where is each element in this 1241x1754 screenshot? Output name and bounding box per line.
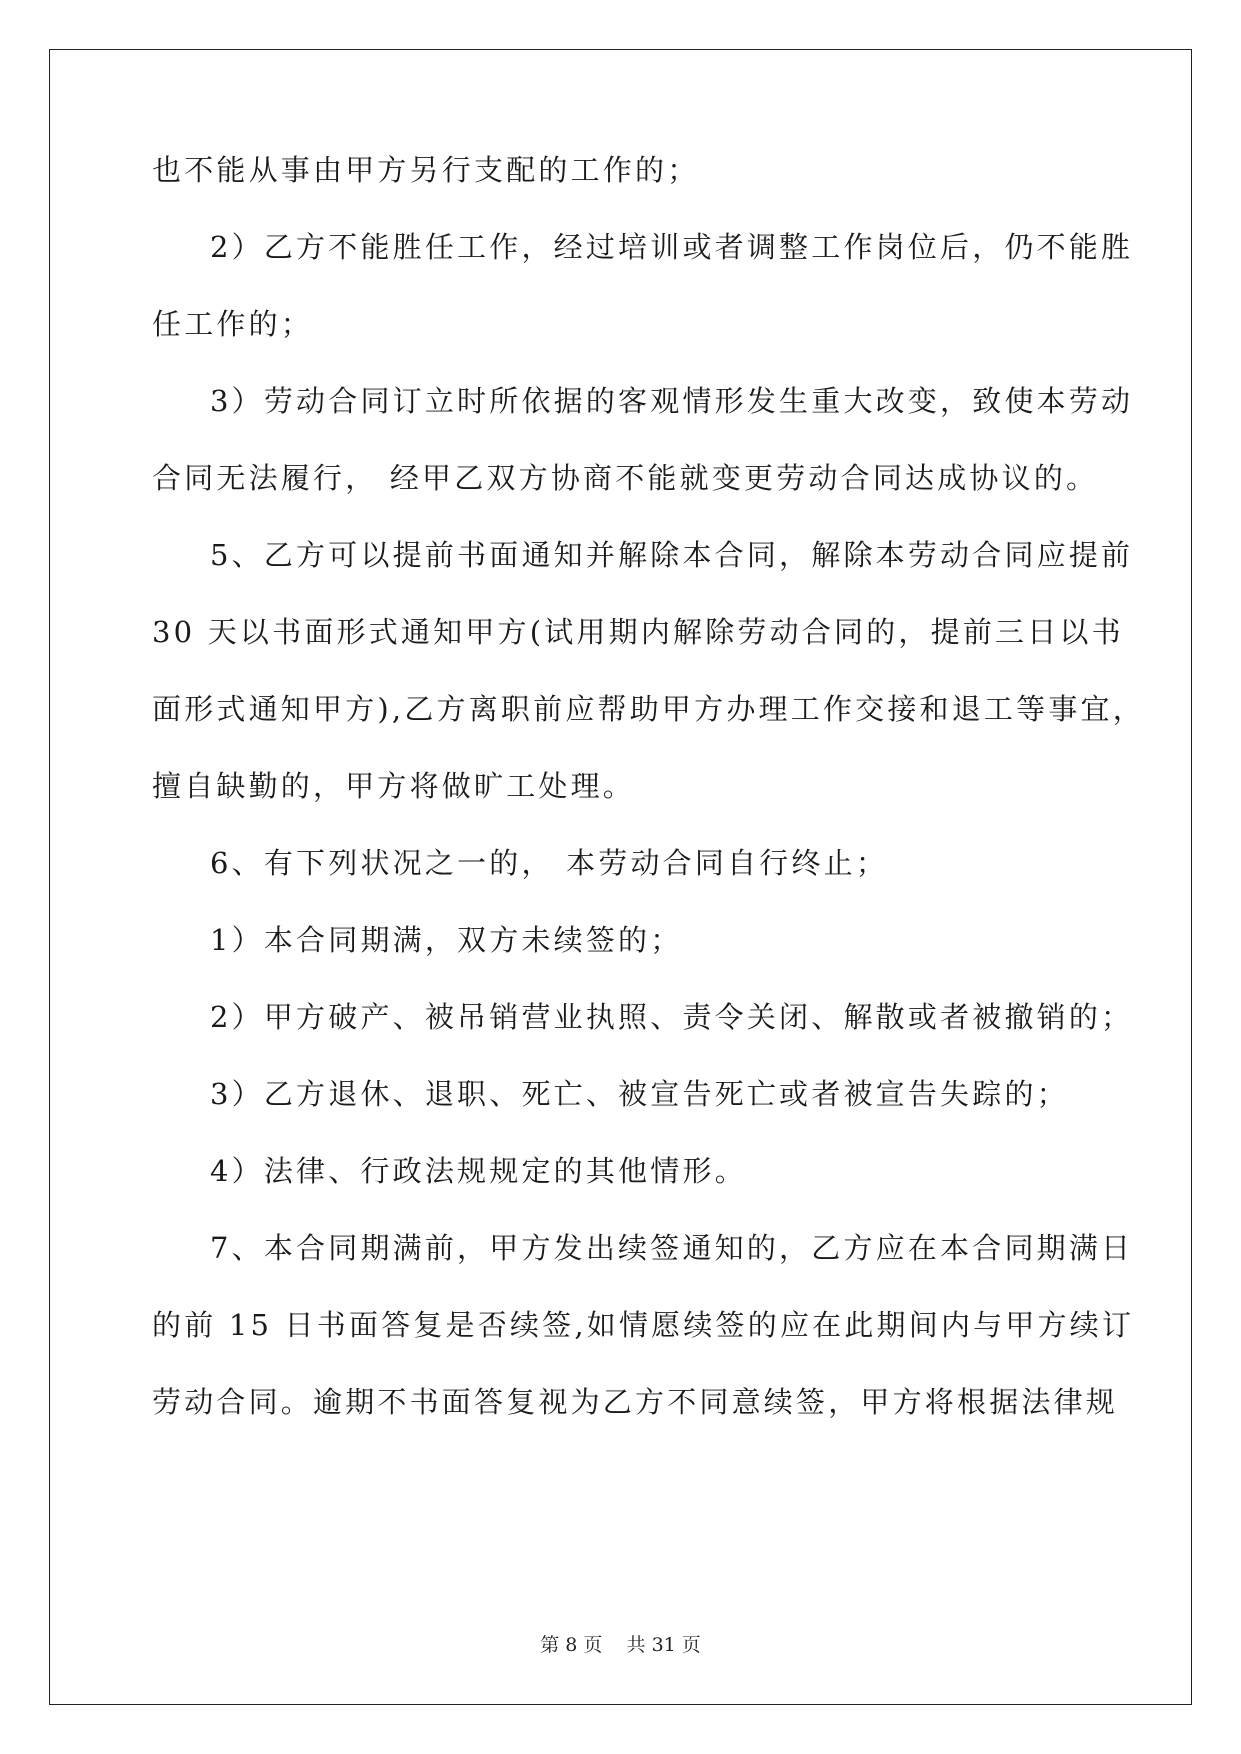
- text-line-11: 1）本合同期满，双方未续签的；: [210, 923, 683, 957]
- text-line-10: 6、有下列状况之一的， 本劳动合同自行终止；: [210, 846, 889, 880]
- text-line-3: 任工作的；: [152, 307, 314, 341]
- page-number-footer: 第 8 页 共 31 页: [540, 1634, 701, 1656]
- text-line-1: 也不能从事由甲方另行支配的工作的；: [152, 153, 700, 187]
- text-line-9: 擅自缺勤的，甲方将做旷工处理。: [152, 769, 636, 803]
- text-line-14: 4）法律、行政法规规定的其他情形。: [210, 1154, 747, 1188]
- text-line-15: 7、本合同期满前，甲方发出续签通知的，乙方应在本合同期满日: [210, 1231, 1134, 1265]
- text-line-4: 3）劳动合同订立时所依据的客观情形发生重大改变，致使本劳动: [210, 384, 1134, 418]
- text-line-7: 30 天以书面形式通知甲方(试用期内解除劳动合同的，提前三日以书: [152, 615, 1124, 649]
- text-line-13: 3）乙方退休、退职、死亡、被宣告死亡或者被宣告失踪的；: [210, 1077, 1069, 1111]
- text-line-2: 2）乙方不能胜任工作，经过培训或者调整工作岗位后，仍不能胜: [210, 230, 1134, 264]
- text-line-12: 2）甲方破产、被吊销营业执照、责令关闭、解散或者被撤销的；: [210, 1000, 1134, 1034]
- text-line-8: 面形式通知甲方),乙方离职前应帮助甲方办理工作交接和退工等事宜，: [152, 692, 1145, 726]
- text-line-16: 的前 15 日书面答复是否续签,如情愿续签的应在此期间内与甲方续订: [152, 1308, 1135, 1342]
- text-line-6: 5、乙方可以提前书面通知并解除本合同，解除本劳动合同应提前: [210, 538, 1134, 572]
- text-line-5: 合同无法履行， 经甲乙双方协商不能就变更劳动合同达成协议的。: [152, 461, 1099, 495]
- text-line-17: 劳动合同。逾期不书面答复视为乙方不同意续签，甲方将根据法律规: [152, 1385, 1119, 1419]
